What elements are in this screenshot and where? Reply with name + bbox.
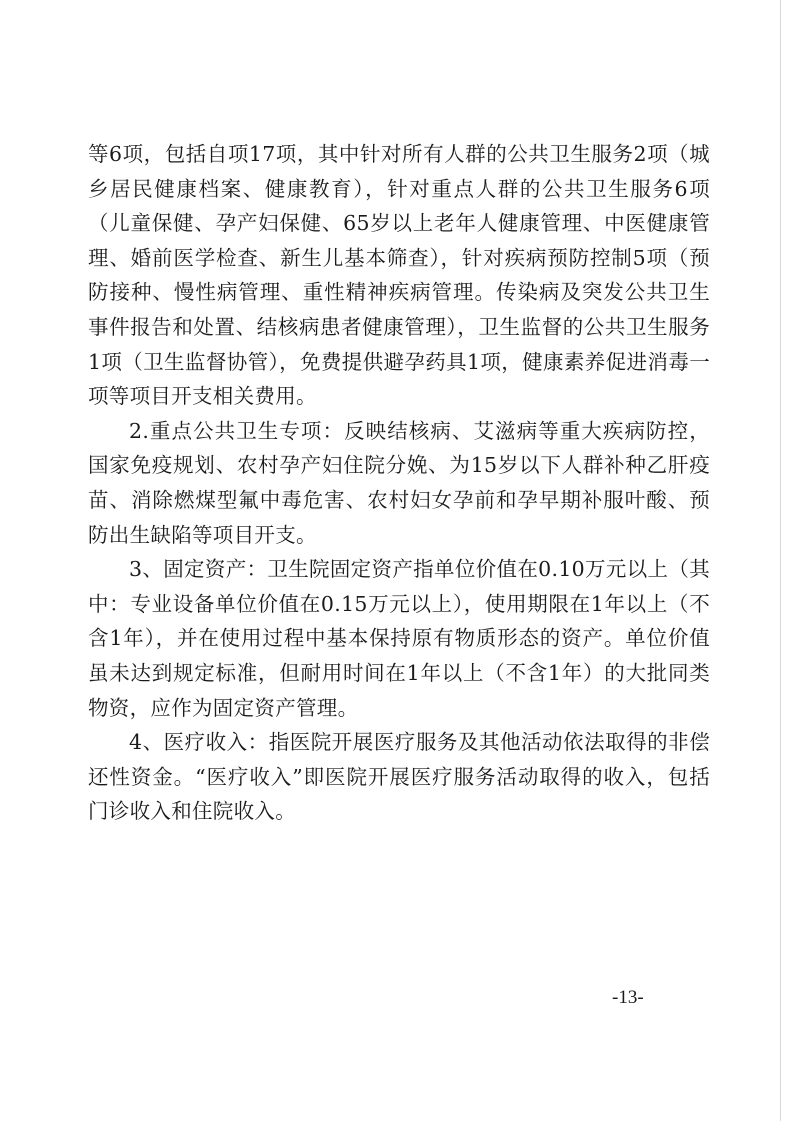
paragraph-public-health-services: 等6项，包括自项17项，其中针对所有人群的公共卫生服务2项（城乡居民健康档案、健康教育），针对重点人群的公共卫生服务6项（儿童保健、孕产妇保健、65岁以上老年人健康管理、中医健康管理、婚前医学检查、新生儿基本筛查），针对疾病预防控制5项（预防接种、慢性病管理、重性精神疾病管理。传染病及突发公共卫生事件报告和处置、结核病患者健康管理），卫生监督的公共卫生服务1项（卫生监督协管），免费提供避孕药具1项，健康素养促进消毒一项等项目开支相关费用。 bbox=[88, 142, 710, 409]
page-number: -13- bbox=[612, 987, 644, 1008]
paragraph-fixed-assets: 3、固定资产：卫生院固定资产指单位价值在0.10万元以上（其中：专业设备单位价值在0.15万元以上），使用期限在1年以上（不含1年），并在使用过程中基本保持原有物质形态的资产。单位价值虽未达到规定标准，但耐用时间在1年以上（不含1年）的大批同类物资，应作为固定资产管理。 bbox=[88, 557, 710, 720]
paragraph-medical-income: 4、医疗收入：指医院开展医疗服务及其他活动依法取得的非偿还性资金。“医疗收入”即医院开展医疗服务活动取得的收入，包括门诊收入和住院收入。 bbox=[88, 730, 710, 824]
document-body bbox=[88, 137, 710, 829]
paragraph-key-public-health: 2.重点公共卫生专项：反映结核病、艾滋病等重大疾病防控，国家免疫规划、农村孕产妇住院分娩、为15岁以下人群补种乙肝疫苗、消除燃煤型氟中毒危害、农村妇女孕前和孕早期补服叶酸、预防出生缺陷等项目开支。 bbox=[88, 418, 710, 547]
page-edge-line bbox=[780, 0, 781, 1121]
